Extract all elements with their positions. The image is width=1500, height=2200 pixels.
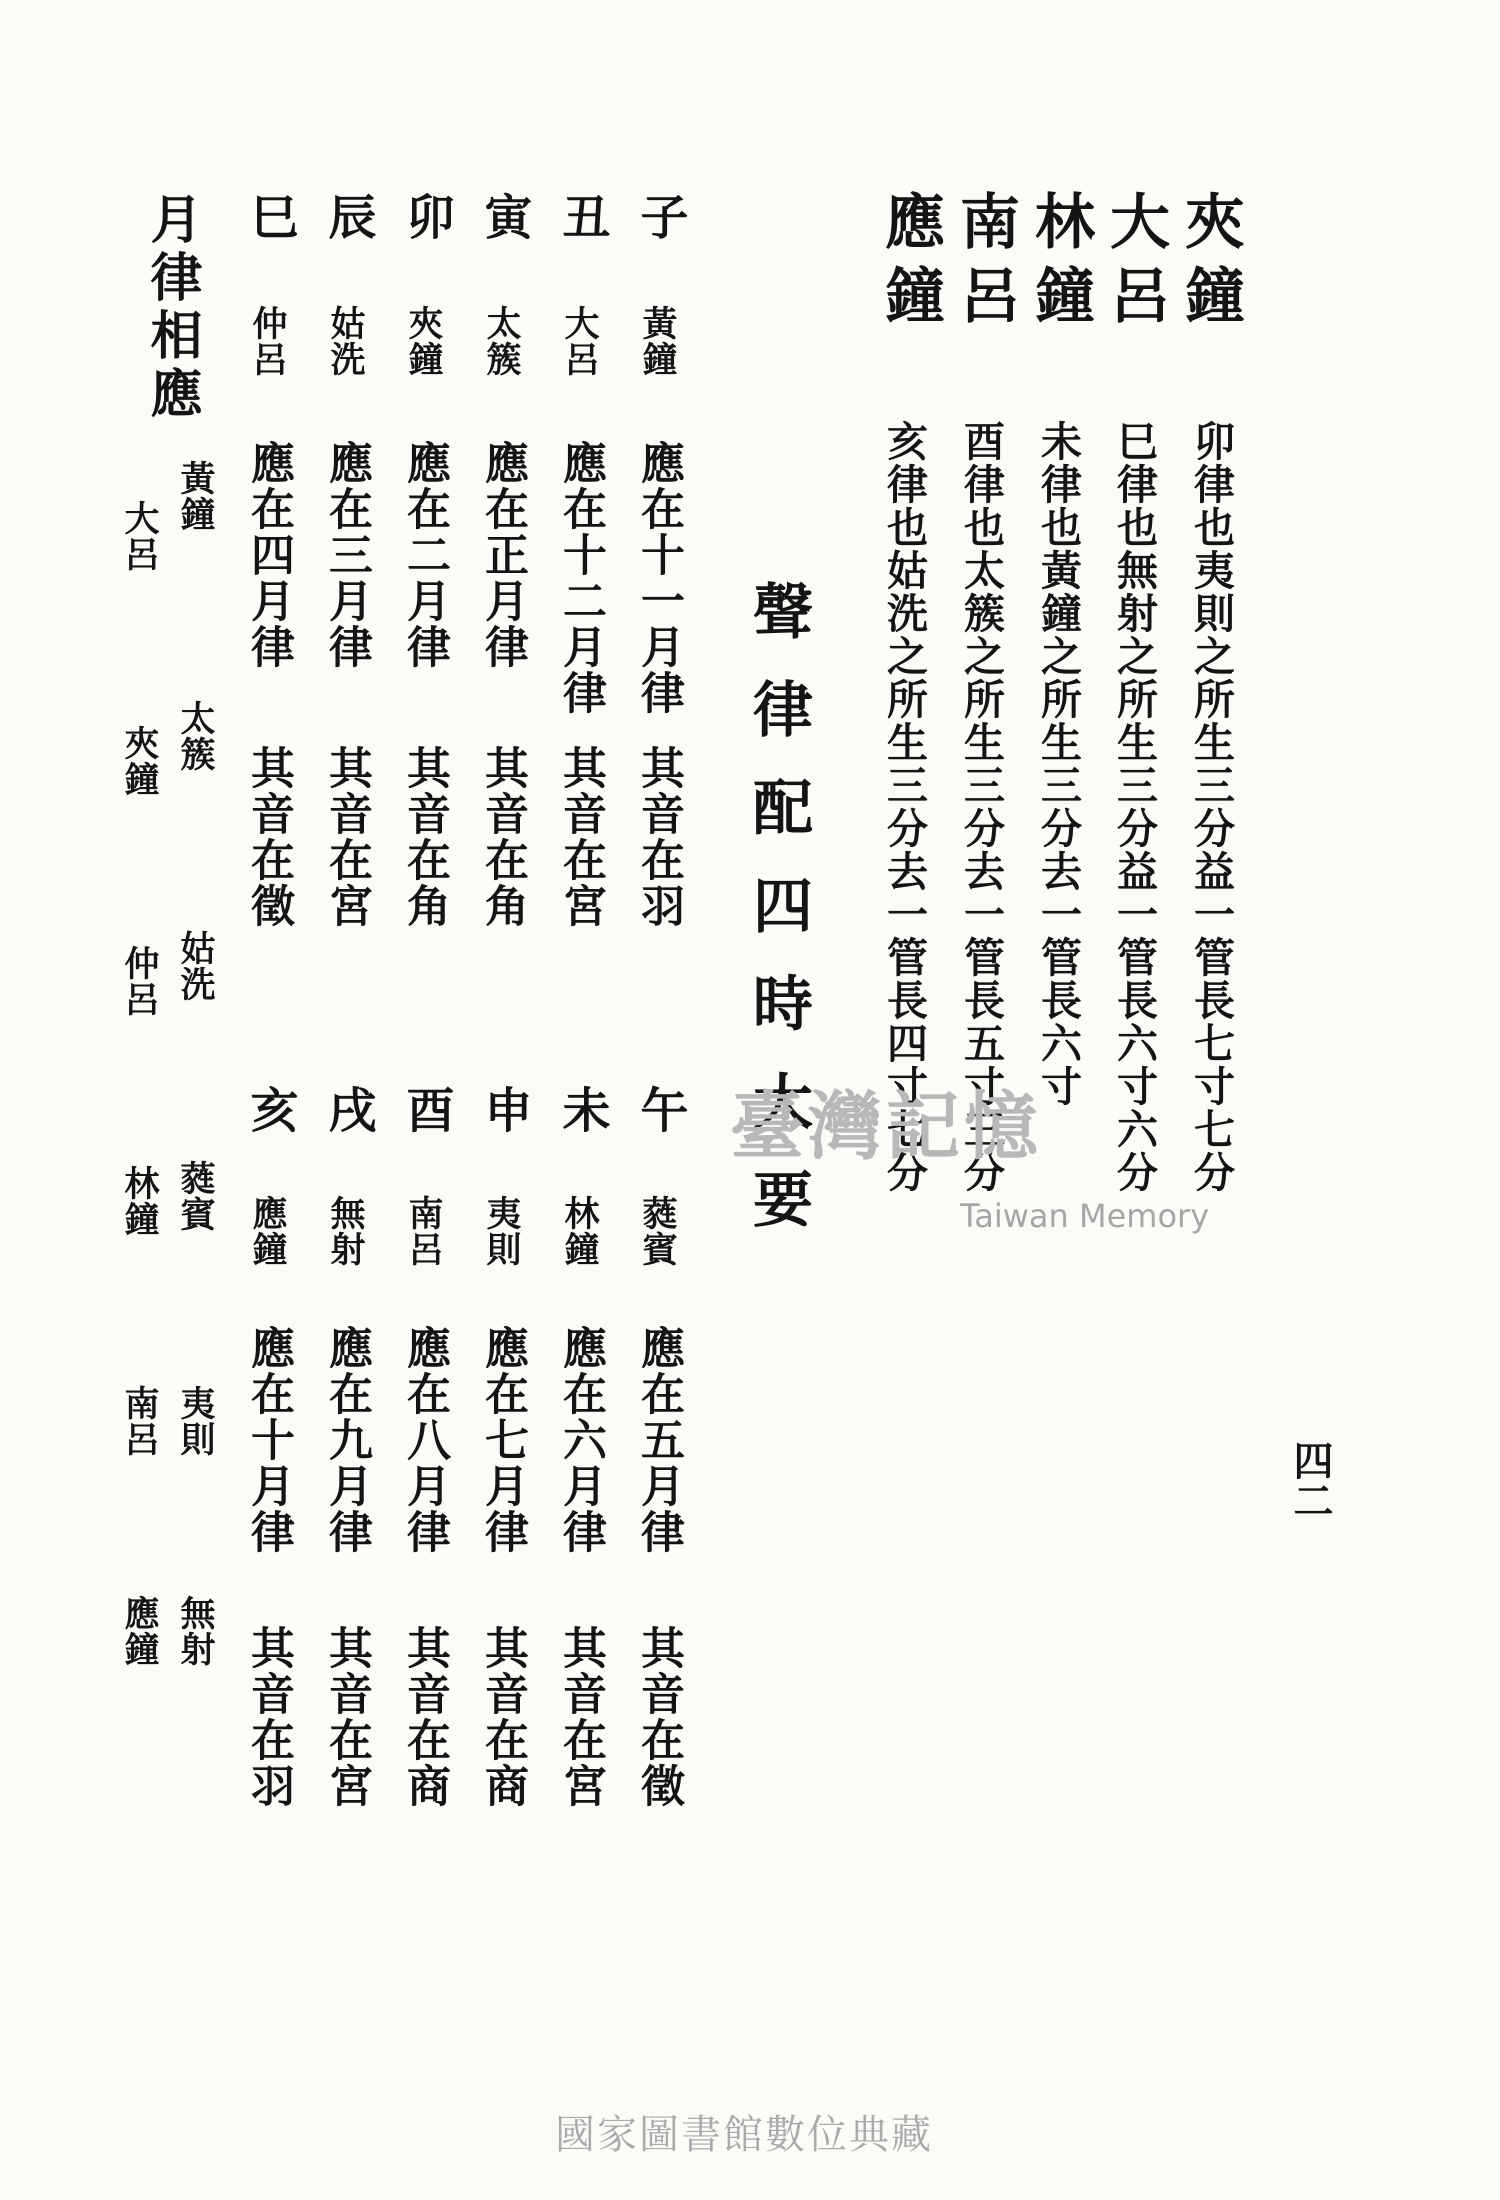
pitch-wu: 蕤賓 [637, 1195, 678, 1267]
correspondence-b-2: 夾鐘 [119, 725, 160, 797]
top-desc-5: 亥律也姑洗之所生三分去一管長四寸七分 [880, 420, 928, 1194]
top-pitch-4: 南呂 [950, 190, 1020, 338]
note-hai: 其音在羽 [243, 1625, 294, 1809]
correspondence-a-3: 姑洗 [175, 930, 216, 1002]
top-desc-4: 酉律也太簇之所生三分去一管長五寸三分 [957, 420, 1005, 1194]
branch-hai: 亥 [242, 1085, 298, 1137]
correspondence-b-6: 應鐘 [119, 1595, 160, 1667]
branch-mao: 卯 [398, 192, 454, 244]
note-xu: 其音在宮 [321, 1625, 372, 1809]
note-mao: 其音在角 [399, 745, 450, 929]
note-zi: 其音在羽 [633, 745, 684, 929]
month-correspondence-heading: 月律相應 [141, 192, 202, 424]
branch-wu: 午 [632, 1085, 688, 1137]
footer-text: 國家圖書館數位典藏 [555, 2112, 933, 2158]
pitch-chou: 大呂 [559, 305, 600, 377]
top-pitch-3: 林鐘 [1025, 190, 1095, 338]
month-wu: 應在五月律 [633, 1325, 684, 1555]
month-yin: 應在正月律 [477, 440, 528, 670]
watermark-english: Taiwan Memory [960, 1197, 1210, 1235]
branch-chou: 丑 [554, 192, 610, 244]
branch-wei: 未 [554, 1085, 610, 1137]
month-chen: 應在三月律 [321, 440, 372, 670]
pitch-zi: 黃鐘 [637, 305, 678, 377]
pitch-hai: 應鐘 [247, 1195, 288, 1267]
month-xu: 應在九月律 [321, 1325, 372, 1555]
correspondence-a-5: 夷則 [175, 1385, 216, 1457]
note-shen: 其音在商 [477, 1625, 528, 1809]
note-yin: 其音在角 [477, 745, 528, 929]
pitch-xu: 無射 [325, 1195, 366, 1267]
pitch-you: 南呂 [403, 1195, 444, 1267]
branch-zi: 子 [632, 192, 688, 244]
note-wu: 其音在徵 [633, 1625, 684, 1809]
branch-si: 巳 [242, 192, 298, 244]
correspondence-b-1: 大呂 [119, 500, 160, 572]
month-hai: 應在十月律 [243, 1325, 294, 1555]
branch-xu: 戌 [320, 1085, 376, 1137]
note-chou: 其音在宮 [555, 745, 606, 929]
month-wei: 應在六月律 [555, 1325, 606, 1555]
pitch-chen: 姑洗 [325, 305, 366, 377]
top-desc-1: 卯律也夷則之所生三分益一管長七寸七分 [1187, 420, 1235, 1194]
watermark-chinese: 臺灣記憶 [730, 1084, 1042, 1170]
correspondence-b-5: 南呂 [119, 1385, 160, 1457]
correspondence-b-3: 仲呂 [119, 945, 160, 1017]
top-desc-3: 未律也黃鐘之所生三分去一管長六寸 [1034, 420, 1082, 1108]
branch-you: 酉 [398, 1085, 454, 1137]
branch-yin: 寅 [476, 192, 532, 244]
month-si: 應在四月律 [243, 440, 294, 670]
page-number: 四二 [1287, 1440, 1334, 1520]
top-desc-2: 巳律也無射之所生三分益一管長六寸六分 [1110, 420, 1158, 1194]
pitch-yin: 太簇 [481, 305, 522, 377]
month-shen: 應在七月律 [477, 1325, 528, 1555]
pitch-mao: 夾鐘 [403, 305, 444, 377]
section-title: 聲律配四時大要 [743, 580, 813, 1266]
month-mao: 應在二月律 [399, 440, 450, 670]
top-pitch-2: 大呂 [1100, 190, 1170, 338]
top-pitch-1: 夾鐘 [1175, 190, 1245, 338]
branch-shen: 申 [476, 1085, 532, 1137]
correspondence-b-4: 林鐘 [119, 1165, 160, 1237]
month-zi: 應在十一月律 [633, 440, 684, 716]
month-chou: 應在十二月律 [555, 440, 606, 716]
correspondence-a-4: 蕤賓 [175, 1160, 216, 1232]
note-chen: 其音在宮 [321, 745, 372, 929]
correspondence-a-6: 無射 [175, 1595, 216, 1667]
correspondence-a-2: 太簇 [175, 700, 216, 772]
note-wei: 其音在宮 [555, 1625, 606, 1809]
pitch-shen: 夷則 [481, 1195, 522, 1267]
branch-chen: 辰 [320, 192, 376, 244]
pitch-si: 仲呂 [247, 305, 288, 377]
pitch-wei: 林鐘 [559, 1195, 600, 1267]
top-pitch-5: 應鐘 [875, 190, 945, 338]
note-si: 其音在徵 [243, 745, 294, 929]
month-you: 應在八月律 [399, 1325, 450, 1555]
correspondence-a-1: 黃鐘 [175, 460, 216, 532]
note-you: 其音在商 [399, 1625, 450, 1809]
